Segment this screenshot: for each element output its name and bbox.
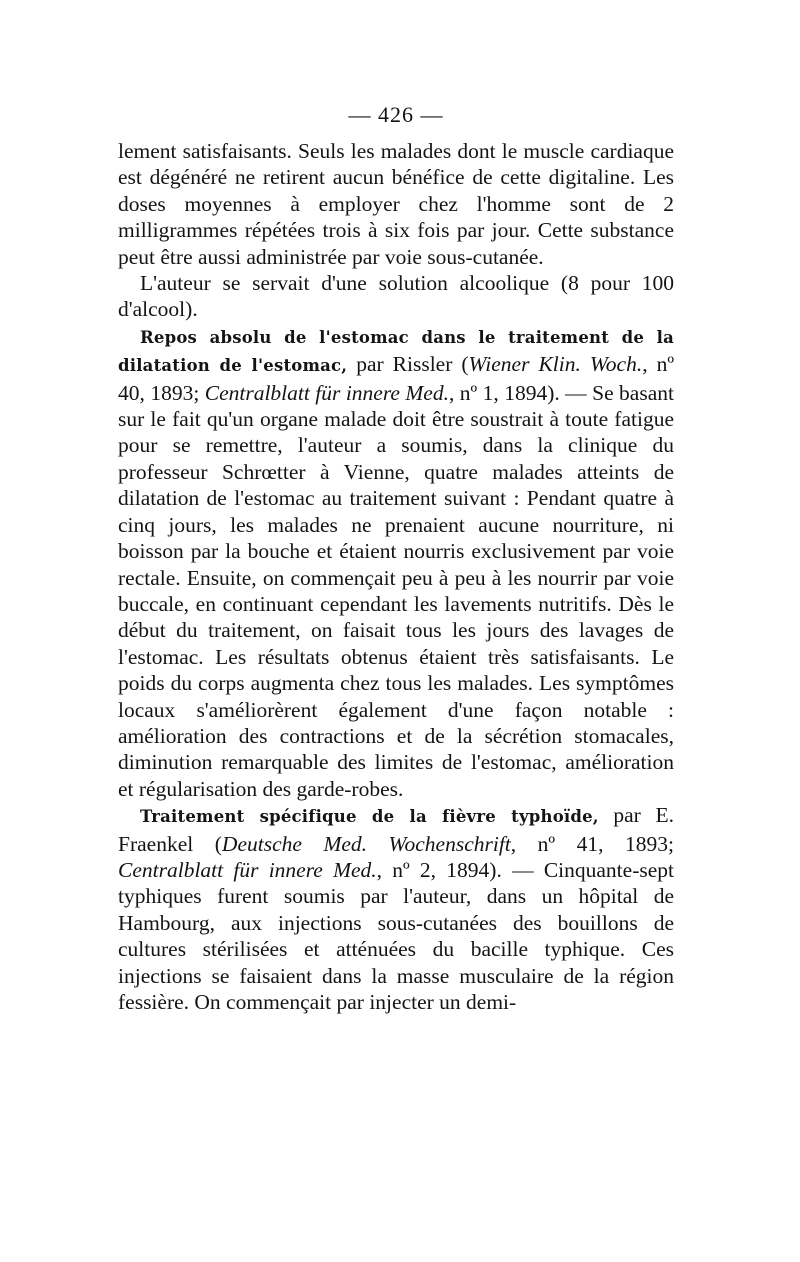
journal-reference: Wiener Klin. Woch. — [468, 352, 643, 377]
article-text: , nº 41, 1893; — [510, 831, 675, 856]
document-page — [118, 100, 674, 1015]
journal-reference: Centralblatt für innere Med. — [204, 380, 449, 405]
article-text: , nº 2, 1894). — Cinquante-sept typhiques furent soumis par l'auteur, dans un hôpital de Hambourg, aux injections sous-cutanées des bouillons de cultures stérilisées et atténuées du bacille typhique. Ces injections se faisaient dans la masse musculaire de la région fessière. On commençait par injecter un demi- — [118, 857, 674, 1014]
paragraph-continuation: lement satisfaisants. Seuls les malades dont le muscle cardiaque est dégénéré ne retirent aucun bénéfice de cette digitaline. Les doses moyennes à employer chez l'homme sont de 2 milligrammes répétées trois à six fois par jour. Cette substance peut être aussi administrée par voie sous-cutanée. — [118, 139, 674, 269]
article-text: par E. Fraenkel ( — [118, 803, 674, 856]
article-title: Traitement spécifique de la fièvre typhoïde, — [140, 807, 599, 827]
paragraph-alcohol-solution: L'auteur se servait d'une solution alcoolique (8 pour 100 d'alcool). — [118, 271, 674, 322]
journal-reference: Deutsche Med. Wochenschrift — [221, 831, 511, 856]
article-text: par Rissler ( — [347, 352, 469, 377]
article-text: , nº 40, 1893; — [118, 352, 675, 405]
journal-reference: Centralblatt für innere Med. — [118, 857, 377, 882]
article-typhoid-treatment — [118, 802, 674, 1015]
article-text: , nº 1, 1894). — Se basant sur le fait qu'un organe malade doit être soustrait à toute fatigue pour se remettre, l'auteur a soumis, dans la clinique du professeur Schrœtter à Vienne, quatre malades atteints de dilatation de l'estomac au traitement suivant : Pendant quatre à cinq jours, les malades ne prenaient aucune nourriture, ni boisson par la bouche et étaient nourris exclusivement par voie rectale. Ensuite, on commençait peu à peu à les nourrir par voie buccale, en continuant cependant les lavements nutritifs. Dès le début du traitement, on faisait tous les jours des lavages de l'estomac. Les résultats obtenus étaient très satisfaisants. Le poids du corps augmenta chez tous les malades. Les symptômes locaux s'améliorèrent également d'une façon notable : amélioration des contractions et de la sécrétion stomacales, diminution remarquable des limites de l'estomac, amélioration et régularisation des garde-robes. — [118, 380, 674, 801]
article-title: Repos absolu de l'estomac dans le traitement de la dilatation de l'estomac, — [118, 327, 674, 376]
page-number: — 426 — — [348, 102, 444, 127]
article-stomach-rest — [118, 323, 674, 802]
body-text — [118, 138, 674, 1015]
